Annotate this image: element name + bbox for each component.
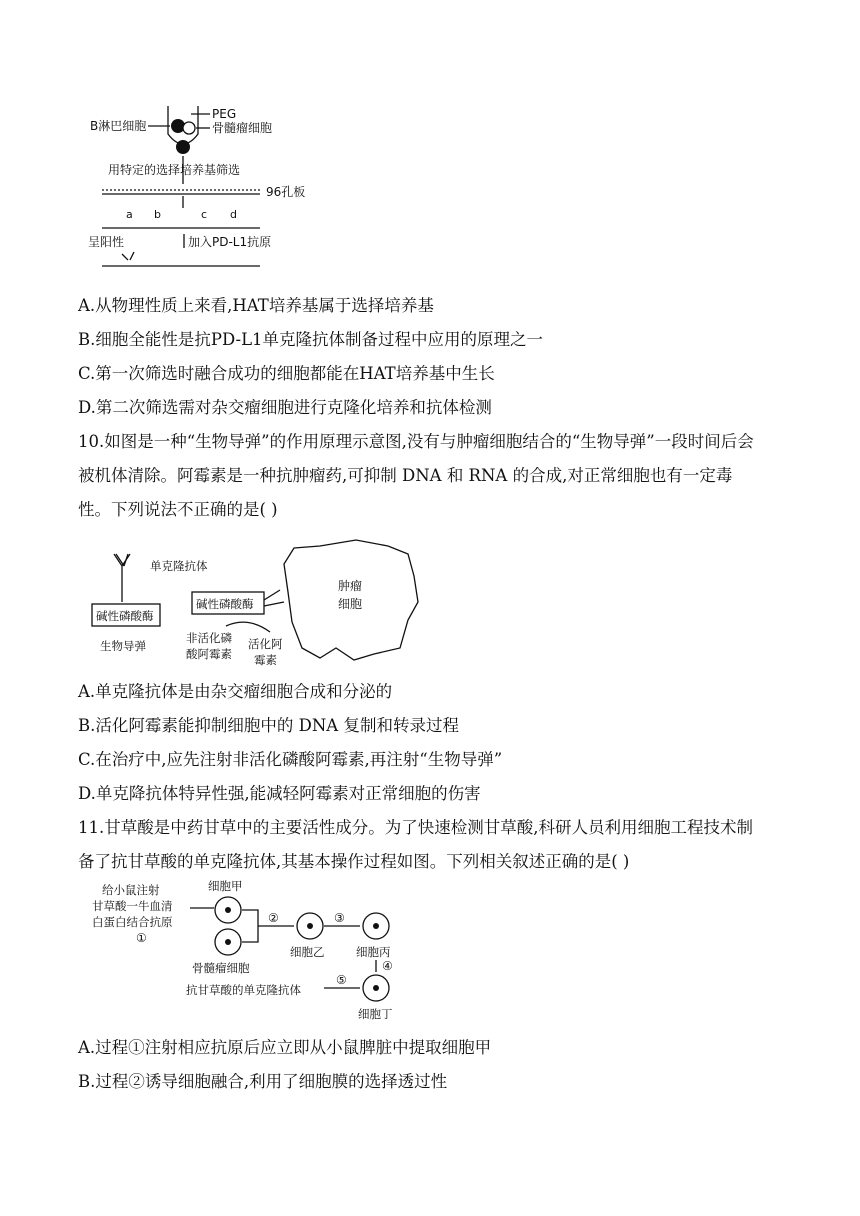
well-d: d [230, 208, 237, 221]
b-cell-label: B淋巴细胞 [90, 119, 147, 133]
step-3-label: ③ [334, 911, 345, 925]
inject-label-3: 白蛋白结合抗原 [92, 915, 173, 929]
mab-label: 单克隆抗体 [150, 559, 208, 573]
cell-b-label: 细胞乙 [290, 945, 325, 959]
product-label: 抗甘草酸的单克隆抗体 [186, 983, 301, 997]
positive-label: 呈阳性 [88, 235, 125, 249]
q9-option-c: C.第一次筛选时融合成功的细胞都能在HAT培养基中生长 [78, 364, 495, 383]
screen-label: 用特定的选择培养基筛选 [108, 163, 241, 177]
q11-stem-line2: 备了抗甘草酸的单克隆抗体,其基本操作过程如图。下列相关叙述正确的是( ) [78, 852, 630, 871]
myeloma-cell-label: 骨髓瘤细胞 [192, 961, 250, 975]
q10-option-d: D.单克降抗体特异性强,能减轻阿霉素对正常细胞的伤害 [78, 784, 481, 803]
inject-label-2: 甘草酸一牛血清 [92, 899, 173, 913]
inactive-drug-label-1: 非活化磷 [186, 631, 232, 645]
active-drug-label-1: 活化阿 [248, 637, 283, 651]
biological-missile-figure [88, 536, 438, 666]
cell-d-label: 细胞丁 [358, 1007, 393, 1020]
alp-label-1: 碱性磷酸酶 [96, 609, 154, 623]
active-drug-label-2: 霉素 [254, 653, 277, 666]
q9-option-b: B.细胞全能性是抗PD-L1单克隆抗体制备过程中应用的原理之一 [78, 330, 544, 349]
q11-stem-line1: 11.甘草酸是中药甘草中的主要活性成分。为了快速检测甘草酸,科研人员利用细胞工程技术制 [78, 818, 753, 837]
add-antigen-label: 加入PD-L1抗原 [188, 235, 272, 249]
q10-option-a: A.单克隆抗体是由杂交瘤细胞合成和分泌的 [78, 682, 393, 701]
hybridoma-screening-figure [88, 104, 308, 274]
fused-cell-shape [176, 140, 190, 154]
step-1-label: ① [136, 931, 147, 945]
well-b: b [154, 208, 161, 221]
q10-stem-line3: 性。下列说法不正确的是( ) [78, 500, 278, 519]
inject-label-1: 给小鼠注射 [102, 883, 160, 897]
inactive-drug-label-2: 酸阿霉素 [186, 647, 232, 661]
q10-option-c: C.在治疗中,应先注射非活化磷酸阿霉素,再注射“生物导弹” [78, 750, 503, 769]
q9-option-d: D.第二次筛选需对杂交瘤细胞进行克隆化培养和抗体检测 [78, 398, 492, 417]
step-2-label: ② [268, 911, 279, 925]
tumor-label-2: 细胞 [338, 597, 363, 611]
q11-option-b: B.过程②诱导细胞融合,利用了细胞膜的选择透过性 [78, 1072, 448, 1091]
step-4-label: ④ [382, 959, 393, 973]
cell-a-label: 细胞甲 [208, 879, 243, 893]
q10-stem-line1: 10.如图是一种“生物导弹”的作用原理示意图,没有与肿瘤细胞结合的“生物导弹”一段时间后会 [78, 432, 754, 451]
step-5-label: ⑤ [336, 973, 347, 987]
q11-option-a: A.过程①注射相应抗原后应立即从小鼠脾脏中提取细胞甲 [78, 1038, 492, 1057]
tumor-label-1: 肿瘤 [338, 579, 363, 593]
q10-stem-line2: 被机体清除。阿霉素是一种抗肿瘤药,可抑制 DNA 和 RNA 的合成,对正常细胞也有一定毒 [78, 466, 733, 485]
well-c: c [201, 208, 208, 221]
well-a: a [126, 208, 133, 221]
missile-label: 生物导弹 [100, 639, 146, 653]
cell-c-label: 细胞丙 [356, 945, 391, 959]
plate-label: 96孔板 [266, 185, 306, 199]
alp-label-2: 碱性磷酸酶 [196, 597, 254, 611]
peg-label: PEG [212, 107, 237, 121]
mab-workflow-figure [88, 878, 428, 1020]
myeloma-shape [183, 122, 195, 134]
q9-option-a: A.从物理性质上来看,HAT培养基属于选择培养基 [78, 296, 434, 315]
q10-option-b: B.活化阿霉素能抑制细胞中的 DNA 复制和转录过程 [78, 716, 459, 735]
myeloma-label: 骨髓瘤细胞 [212, 121, 273, 135]
